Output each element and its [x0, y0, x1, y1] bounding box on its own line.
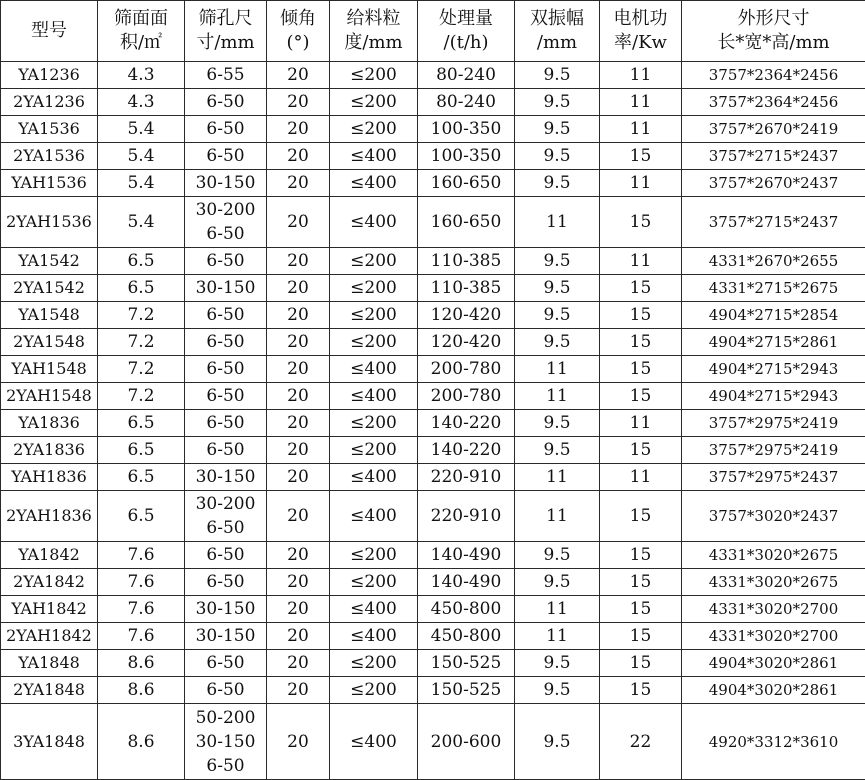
dimensions-cell: 4904*2715*2854: [682, 302, 865, 329]
feed-size-cell: ≤200: [330, 89, 418, 116]
motor-power-cell: 11: [600, 116, 682, 143]
header-model: [1, 1, 98, 62]
feed-size-cell: ≤200: [330, 677, 418, 704]
header-motor-power-line: 率/Kw: [600, 31, 681, 55]
double-amplitude-cell: 9.5: [515, 116, 600, 143]
model-cell: 2YA1236: [1, 89, 98, 116]
dimensions-cell: 3757*2670*2437: [682, 170, 865, 197]
table-row: [1, 623, 865, 650]
header-motor-power: [600, 1, 682, 62]
header-mesh-size: [185, 1, 267, 62]
inclination-cell: 20: [267, 596, 330, 623]
capacity-cell: 220-910: [418, 491, 515, 542]
screen-area-cell: 7.6: [98, 596, 185, 623]
mesh-size-value: 6-50: [185, 303, 266, 327]
mesh-size-cell: [185, 302, 267, 329]
table-row: [1, 329, 865, 356]
mesh-size-cell: [185, 356, 267, 383]
dimensions-cell: 3757*2975*2419: [682, 437, 865, 464]
mesh-size-value: 6-50: [185, 222, 266, 246]
table-row: [1, 704, 865, 780]
mesh-size-cell: [185, 329, 267, 356]
dimensions-cell: 4904*2715*2943: [682, 383, 865, 410]
screen-area-cell: 8.6: [98, 650, 185, 677]
mesh-size-value: 6-50: [185, 357, 266, 381]
header-inclination-line: (°): [267, 31, 329, 55]
motor-power-cell: 15: [600, 569, 682, 596]
motor-power-cell: 15: [600, 596, 682, 623]
table-row: [1, 383, 865, 410]
inclination-cell: 20: [267, 383, 330, 410]
motor-power-cell: 11: [600, 248, 682, 275]
header-model-line: 型号: [1, 19, 97, 43]
dimensions-cell: 4331*3020*2675: [682, 569, 865, 596]
capacity-cell: 200-780: [418, 356, 515, 383]
motor-power-cell: 15: [600, 542, 682, 569]
capacity-cell: 100-350: [418, 116, 515, 143]
mesh-size-cell: [185, 62, 267, 89]
mesh-size-cell: [185, 197, 267, 248]
mesh-size-value: 30-200: [185, 198, 266, 222]
mesh-size-value: 30-150: [185, 465, 266, 489]
model-cell: 2YA1836: [1, 437, 98, 464]
mesh-size-value: 6-50: [185, 144, 266, 168]
table-row: [1, 89, 865, 116]
feed-size-cell: ≤400: [330, 170, 418, 197]
model-cell: 3YA1848: [1, 704, 98, 780]
mesh-size-value: 6-50: [185, 651, 266, 675]
header-inclination: [267, 1, 330, 62]
motor-power-cell: 11: [600, 464, 682, 491]
capacity-cell: 150-525: [418, 677, 515, 704]
screen-area-cell: 8.6: [98, 704, 185, 780]
header-screen-area: [98, 1, 185, 62]
capacity-cell: 110-385: [418, 275, 515, 302]
dimensions-cell: 4331*2715*2675: [682, 275, 865, 302]
capacity-cell: 140-490: [418, 542, 515, 569]
motor-power-cell: 15: [600, 302, 682, 329]
motor-power-cell: 15: [600, 275, 682, 302]
mesh-size-value: 6-55: [185, 63, 266, 87]
feed-size-cell: ≤400: [330, 623, 418, 650]
feed-size-cell: ≤200: [330, 116, 418, 143]
header-feed-size: [330, 1, 418, 62]
table-row: [1, 143, 865, 170]
screen-area-cell: 8.6: [98, 677, 185, 704]
table-row: [1, 542, 865, 569]
table-row: [1, 410, 865, 437]
model-cell: YA1836: [1, 410, 98, 437]
mesh-size-value: 6-50: [185, 249, 266, 273]
mesh-size-cell: [185, 248, 267, 275]
feed-size-cell: ≤400: [330, 491, 418, 542]
dimensions-cell: 3757*2670*2419: [682, 116, 865, 143]
screen-area-cell: 5.4: [98, 143, 185, 170]
mesh-size-cell: [185, 650, 267, 677]
header-dimensions-line: 外形尺寸: [682, 7, 865, 31]
header-capacity-line: 处理量: [418, 7, 514, 31]
mesh-size-cell: [185, 569, 267, 596]
mesh-size-value: 30-150: [185, 730, 266, 754]
double-amplitude-cell: 11: [515, 356, 600, 383]
table-row: [1, 356, 865, 383]
capacity-cell: 80-240: [418, 89, 515, 116]
screen-area-cell: 4.3: [98, 89, 185, 116]
dimensions-cell: 4904*2715*2861: [682, 329, 865, 356]
motor-power-cell: 15: [600, 437, 682, 464]
inclination-cell: 20: [267, 197, 330, 248]
dimensions-cell: 3757*3020*2437: [682, 491, 865, 542]
dimensions-cell: 3757*2715*2437: [682, 143, 865, 170]
screen-area-cell: 5.4: [98, 116, 185, 143]
model-cell: YA1542: [1, 248, 98, 275]
mesh-size-value: 6-50: [185, 570, 266, 594]
mesh-size-value: 6-50: [185, 516, 266, 540]
model-cell: 2YAH1836: [1, 491, 98, 542]
feed-size-cell: ≤200: [330, 542, 418, 569]
mesh-size-cell: [185, 143, 267, 170]
dimensions-cell: 3757*2975*2437: [682, 464, 865, 491]
screen-area-cell: 6.5: [98, 491, 185, 542]
feed-size-cell: ≤200: [330, 302, 418, 329]
motor-power-cell: 15: [600, 677, 682, 704]
dimensions-cell: 4904*3020*2861: [682, 650, 865, 677]
header-double-amplitude-line: 双振幅: [515, 7, 599, 31]
mesh-size-cell: [185, 596, 267, 623]
table-row: [1, 116, 865, 143]
dimensions-cell: 4904*3020*2861: [682, 677, 865, 704]
dimensions-cell: 3757*2364*2456: [682, 62, 865, 89]
capacity-cell: 110-385: [418, 248, 515, 275]
double-amplitude-cell: 11: [515, 197, 600, 248]
inclination-cell: 20: [267, 542, 330, 569]
feed-size-cell: ≤400: [330, 596, 418, 623]
model-cell: 2YA1848: [1, 677, 98, 704]
inclination-cell: 20: [267, 650, 330, 677]
capacity-cell: 220-910: [418, 464, 515, 491]
mesh-size-value: 6-50: [185, 411, 266, 435]
double-amplitude-cell: 9.5: [515, 302, 600, 329]
header-row: [1, 1, 865, 62]
motor-power-cell: 15: [600, 650, 682, 677]
table-row: [1, 677, 865, 704]
screen-area-cell: 7.6: [98, 542, 185, 569]
model-cell: YA1842: [1, 542, 98, 569]
inclination-cell: 20: [267, 464, 330, 491]
mesh-size-value: 50-200: [185, 706, 266, 730]
feed-size-cell: ≤200: [330, 248, 418, 275]
inclination-cell: 20: [267, 329, 330, 356]
capacity-cell: 80-240: [418, 62, 515, 89]
table-row: [1, 62, 865, 89]
mesh-size-cell: [185, 89, 267, 116]
header-mesh-size-line: 筛孔尺: [185, 7, 266, 31]
motor-power-cell: 15: [600, 356, 682, 383]
header-capacity-line: /(t/h): [418, 31, 514, 55]
table-row: [1, 650, 865, 677]
double-amplitude-cell: 9.5: [515, 650, 600, 677]
model-cell: YA1848: [1, 650, 98, 677]
header-dimensions-line: 长*宽*高/mm: [682, 31, 865, 55]
double-amplitude-cell: 9.5: [515, 275, 600, 302]
mesh-size-value: 30-150: [185, 276, 266, 300]
screen-area-cell: 6.5: [98, 410, 185, 437]
feed-size-cell: ≤400: [330, 383, 418, 410]
double-amplitude-cell: 9.5: [515, 89, 600, 116]
mesh-size-value: 30-150: [185, 597, 266, 621]
header-screen-area-line: 筛面面: [98, 7, 184, 31]
mesh-size-value: 6-50: [185, 117, 266, 141]
table-row: [1, 197, 865, 248]
header-feed-size-line: 给料粒: [330, 7, 417, 31]
motor-power-cell: 15: [600, 623, 682, 650]
mesh-size-value: 6-50: [185, 90, 266, 114]
double-amplitude-cell: 9.5: [515, 437, 600, 464]
mesh-size-cell: [185, 491, 267, 542]
inclination-cell: 20: [267, 143, 330, 170]
inclination-cell: 20: [267, 89, 330, 116]
inclination-cell: 20: [267, 677, 330, 704]
motor-power-cell: 11: [600, 89, 682, 116]
capacity-cell: 150-525: [418, 650, 515, 677]
motor-power-cell: 11: [600, 410, 682, 437]
feed-size-cell: ≤200: [330, 410, 418, 437]
motor-power-cell: 15: [600, 143, 682, 170]
screen-area-cell: 7.2: [98, 329, 185, 356]
table-row: [1, 437, 865, 464]
feed-size-cell: ≤200: [330, 437, 418, 464]
capacity-cell: 140-220: [418, 437, 515, 464]
model-cell: 2YA1536: [1, 143, 98, 170]
motor-power-cell: 11: [600, 62, 682, 89]
mesh-size-cell: [185, 383, 267, 410]
table-row: [1, 248, 865, 275]
double-amplitude-cell: 9.5: [515, 542, 600, 569]
capacity-cell: 200-780: [418, 383, 515, 410]
model-cell: 2YA1842: [1, 569, 98, 596]
screen-area-cell: 6.5: [98, 248, 185, 275]
header-dimensions: [682, 1, 865, 62]
double-amplitude-cell: 11: [515, 464, 600, 491]
mesh-size-cell: [185, 623, 267, 650]
table-row: [1, 569, 865, 596]
double-amplitude-cell: 11: [515, 383, 600, 410]
inclination-cell: 20: [267, 170, 330, 197]
double-amplitude-cell: 9.5: [515, 329, 600, 356]
dimensions-cell: 4331*3020*2675: [682, 542, 865, 569]
screen-area-cell: 7.6: [98, 623, 185, 650]
header-screen-area-line: 积/㎡: [98, 31, 184, 55]
table-row: [1, 302, 865, 329]
mesh-size-cell: [185, 464, 267, 491]
screen-area-cell: 5.4: [98, 170, 185, 197]
double-amplitude-cell: 9.5: [515, 248, 600, 275]
header-feed-size-line: 度/mm: [330, 31, 417, 55]
inclination-cell: 20: [267, 116, 330, 143]
capacity-cell: 140-490: [418, 569, 515, 596]
model-cell: YA1536: [1, 116, 98, 143]
feed-size-cell: ≤400: [330, 464, 418, 491]
mesh-size-value: 30-150: [185, 624, 266, 648]
screen-area-cell: 6.5: [98, 275, 185, 302]
mesh-size-cell: [185, 170, 267, 197]
header-capacity: [418, 1, 515, 62]
inclination-cell: 20: [267, 62, 330, 89]
mesh-size-value: 6-50: [185, 754, 266, 778]
screen-area-cell: 5.4: [98, 197, 185, 248]
model-cell: 2YA1542: [1, 275, 98, 302]
screen-area-cell: 7.2: [98, 302, 185, 329]
double-amplitude-cell: 9.5: [515, 143, 600, 170]
inclination-cell: 20: [267, 356, 330, 383]
inclination-cell: 20: [267, 302, 330, 329]
feed-size-cell: ≤200: [330, 569, 418, 596]
inclination-cell: 20: [267, 410, 330, 437]
feed-size-cell: ≤200: [330, 62, 418, 89]
header-motor-power-line: 电机功: [600, 7, 681, 31]
screen-area-cell: 4.3: [98, 62, 185, 89]
header-double-amplitude: [515, 1, 600, 62]
mesh-size-value: 6-50: [185, 543, 266, 567]
motor-power-cell: 15: [600, 491, 682, 542]
mesh-size-value: 6-50: [185, 438, 266, 462]
dimensions-cell: 4904*2715*2943: [682, 356, 865, 383]
capacity-cell: 120-420: [418, 302, 515, 329]
double-amplitude-cell: 9.5: [515, 704, 600, 780]
screen-area-cell: 7.2: [98, 383, 185, 410]
double-amplitude-cell: 11: [515, 491, 600, 542]
double-amplitude-cell: 11: [515, 623, 600, 650]
capacity-cell: 160-650: [418, 197, 515, 248]
dimensions-cell: 4331*2670*2655: [682, 248, 865, 275]
motor-power-cell: 15: [600, 197, 682, 248]
dimensions-cell: 3757*2715*2437: [682, 197, 865, 248]
inclination-cell: 20: [267, 704, 330, 780]
model-cell: YA1236: [1, 62, 98, 89]
header-inclination-line: 倾角: [267, 7, 329, 31]
model-cell: 2YA1548: [1, 329, 98, 356]
model-cell: 2YAH1548: [1, 383, 98, 410]
double-amplitude-cell: 9.5: [515, 569, 600, 596]
screen-area-cell: 6.5: [98, 464, 185, 491]
capacity-cell: 450-800: [418, 623, 515, 650]
feed-size-cell: ≤200: [330, 329, 418, 356]
table-row: [1, 491, 865, 542]
capacity-cell: 160-650: [418, 170, 515, 197]
model-cell: YAH1548: [1, 356, 98, 383]
table-row: [1, 275, 865, 302]
feed-size-cell: ≤200: [330, 275, 418, 302]
dimensions-cell: 4331*3020*2700: [682, 623, 865, 650]
capacity-cell: 450-800: [418, 596, 515, 623]
capacity-cell: 100-350: [418, 143, 515, 170]
mesh-size-value: 6-50: [185, 384, 266, 408]
feed-size-cell: ≤200: [330, 650, 418, 677]
double-amplitude-cell: 11: [515, 596, 600, 623]
dimensions-cell: 4920*3312*3610: [682, 704, 865, 780]
inclination-cell: 20: [267, 248, 330, 275]
table-row: [1, 596, 865, 623]
table-row: [1, 464, 865, 491]
screen-area-cell: 6.5: [98, 437, 185, 464]
model-cell: YAH1842: [1, 596, 98, 623]
motor-power-cell: 22: [600, 704, 682, 780]
motor-power-cell: 15: [600, 329, 682, 356]
inclination-cell: 20: [267, 275, 330, 302]
mesh-size-cell: [185, 116, 267, 143]
mesh-size-value: 30-150: [185, 171, 266, 195]
inclination-cell: 20: [267, 569, 330, 596]
motor-power-cell: 15: [600, 383, 682, 410]
inclination-cell: 20: [267, 437, 330, 464]
double-amplitude-cell: 9.5: [515, 410, 600, 437]
table-body: [1, 62, 865, 780]
mesh-size-cell: [185, 704, 267, 780]
mesh-size-cell: [185, 437, 267, 464]
screen-area-cell: 7.2: [98, 356, 185, 383]
model-cell: 2YAH1536: [1, 197, 98, 248]
double-amplitude-cell: 9.5: [515, 62, 600, 89]
model-cell: YAH1836: [1, 464, 98, 491]
mesh-size-value: 6-50: [185, 678, 266, 702]
feed-size-cell: ≤400: [330, 143, 418, 170]
model-cell: YAH1536: [1, 170, 98, 197]
model-cell: YA1548: [1, 302, 98, 329]
dimensions-cell: 3757*2364*2456: [682, 89, 865, 116]
mesh-size-cell: [185, 410, 267, 437]
mesh-size-cell: [185, 275, 267, 302]
capacity-cell: 200-600: [418, 704, 515, 780]
header-mesh-size-line: 寸/mm: [185, 31, 266, 55]
capacity-cell: 120-420: [418, 329, 515, 356]
motor-power-cell: 11: [600, 170, 682, 197]
header-double-amplitude-line: /mm: [515, 31, 599, 55]
double-amplitude-cell: 9.5: [515, 170, 600, 197]
feed-size-cell: ≤400: [330, 197, 418, 248]
double-amplitude-cell: 9.5: [515, 677, 600, 704]
dimensions-cell: 3757*2975*2419: [682, 410, 865, 437]
capacity-cell: 140-220: [418, 410, 515, 437]
mesh-size-value: 30-200: [185, 492, 266, 516]
screen-area-cell: 7.6: [98, 569, 185, 596]
model-cell: 2YAH1842: [1, 623, 98, 650]
dimensions-cell: 4331*3020*2700: [682, 596, 865, 623]
inclination-cell: 20: [267, 623, 330, 650]
table-row: [1, 170, 865, 197]
mesh-size-cell: [185, 542, 267, 569]
mesh-size-value: 6-50: [185, 330, 266, 354]
mesh-size-cell: [185, 677, 267, 704]
feed-size-cell: ≤400: [330, 356, 418, 383]
inclination-cell: 20: [267, 491, 330, 542]
feed-size-cell: ≤400: [330, 704, 418, 780]
